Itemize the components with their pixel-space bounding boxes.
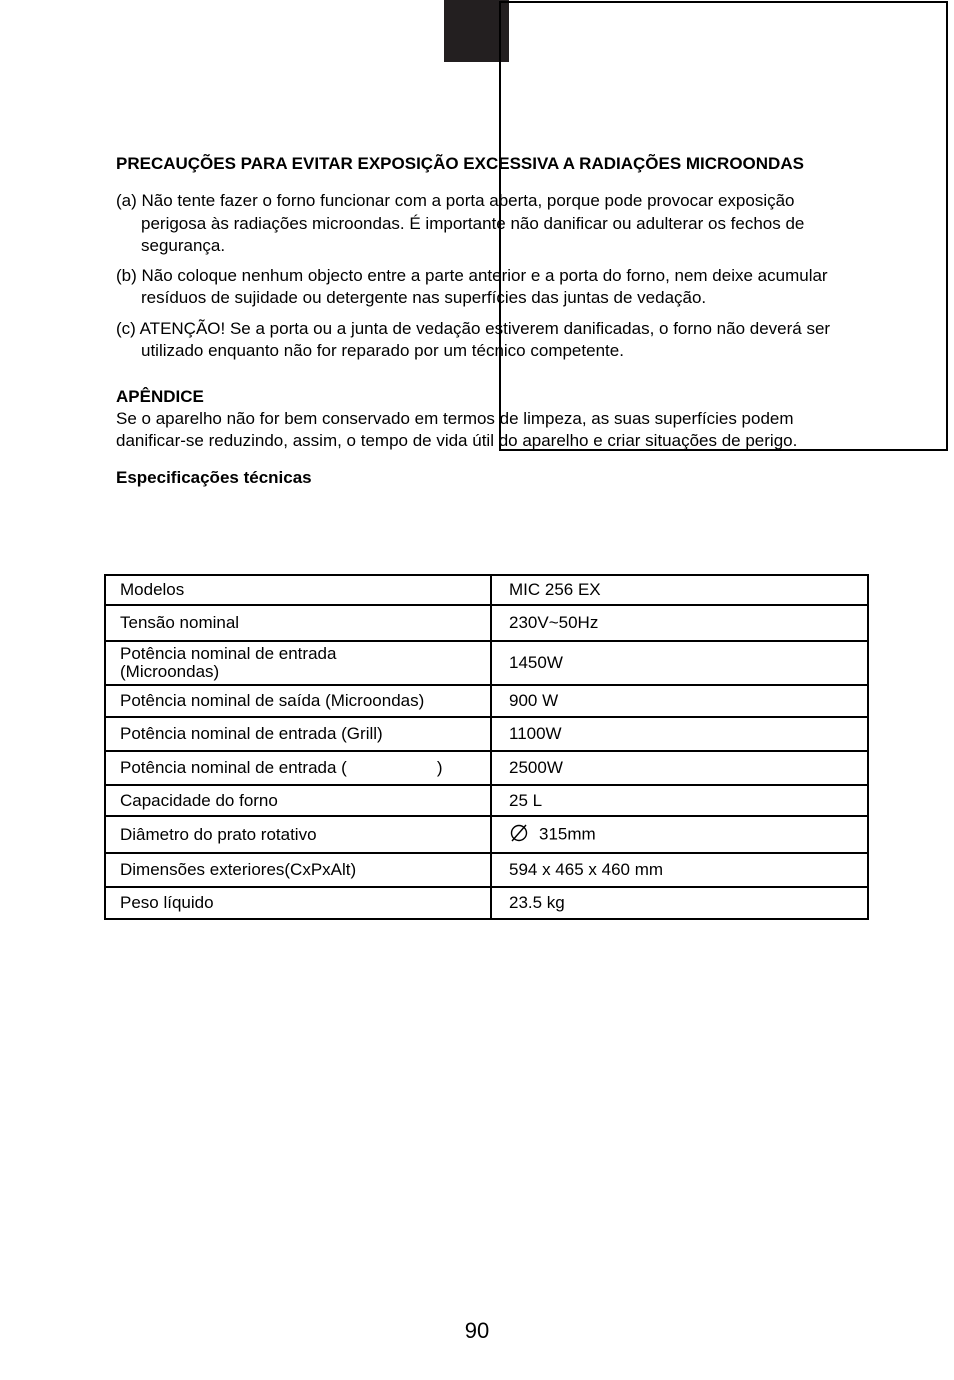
precaution-item-b: (b) Não coloque nenhum objecto entre a parte anterior e a porta do forno, nem deixe acumular resíduos de sujidade ou detergente nas superfícies das juntas de vedação. [116,265,828,307]
spec-label-close: ) [436,758,443,777]
spec-label: Dimensões exteriores(CxPxAlt) [105,853,491,887]
spec-label: Peso líquido [105,887,491,919]
spec-label: Diâmetro do prato rotativo [105,816,491,853]
table-row [105,751,868,785]
page-content [116,153,856,489]
table-row [105,605,868,641]
precaution-item-a: (a) Não tente fazer o forno funcionar com a porta aberta, porque pode provocar exposição perigosa às radiações microondas. É importante não danificar ou adulterar os fechos de segurança. [116,191,805,255]
precautions-title: PRECAUÇÕES PARA EVITAR EXPOSIÇÃO EXCESSIVA A RADIAÇÕES MICROONDAS [116,154,804,173]
spec-value: 2500W [491,751,868,785]
spec-value: 23.5 kg [491,887,868,919]
spec-value: 230V~50Hz [491,605,868,641]
table-row [105,641,868,685]
table-row [105,853,868,887]
appendix-body: Se o aparelho não for bem conservado em termos de limpeza, as suas superfícies podem danificar-se reduzindo, assim, o tempo de vida útil do aparelho e criar situações de perigo. [116,408,798,450]
page-number: 90 [464,1318,490,1343]
table-row [105,575,868,605]
table-row [105,685,868,717]
spec-label: Potência nominal de entrada (Microondas) [120,644,337,681]
spec-value: 594 x 465 x 460 mm [491,853,868,887]
table-row [105,816,868,853]
spec-label: Tensão nominal [105,605,491,641]
spec-label: Potência nominal de entrada ( [120,758,347,777]
table-row [105,785,868,816]
spec-value: 1100W [491,717,868,751]
spec-label: Potência nominal de entrada (Grill) [105,717,491,751]
spec-value: 1450W [491,641,868,685]
spec-value: 900 W [491,685,868,717]
spec-label: Capacidade do forno [105,785,491,816]
table-row [105,717,868,751]
spec-value: 25 L [491,785,868,816]
specs-title: Especificações técnicas [116,467,312,487]
specs-table [104,574,869,920]
precaution-item-c: (c) ATENÇÃO! Se a porta ou a junta de vedação estiverem danificadas, o forno não deverá ser utilizado enquanto não for reparado por um técnico competente. [116,318,831,360]
spec-label: Modelos [105,575,491,605]
appendix-title: APÊNDICE [116,386,204,406]
table-row [105,887,868,919]
diameter-icon [509,823,529,847]
spec-value: 315mm [539,823,596,843]
spec-value: MIC 256 EX [491,575,868,605]
spec-label: Potência nominal de saída (Microondas) [105,685,491,717]
